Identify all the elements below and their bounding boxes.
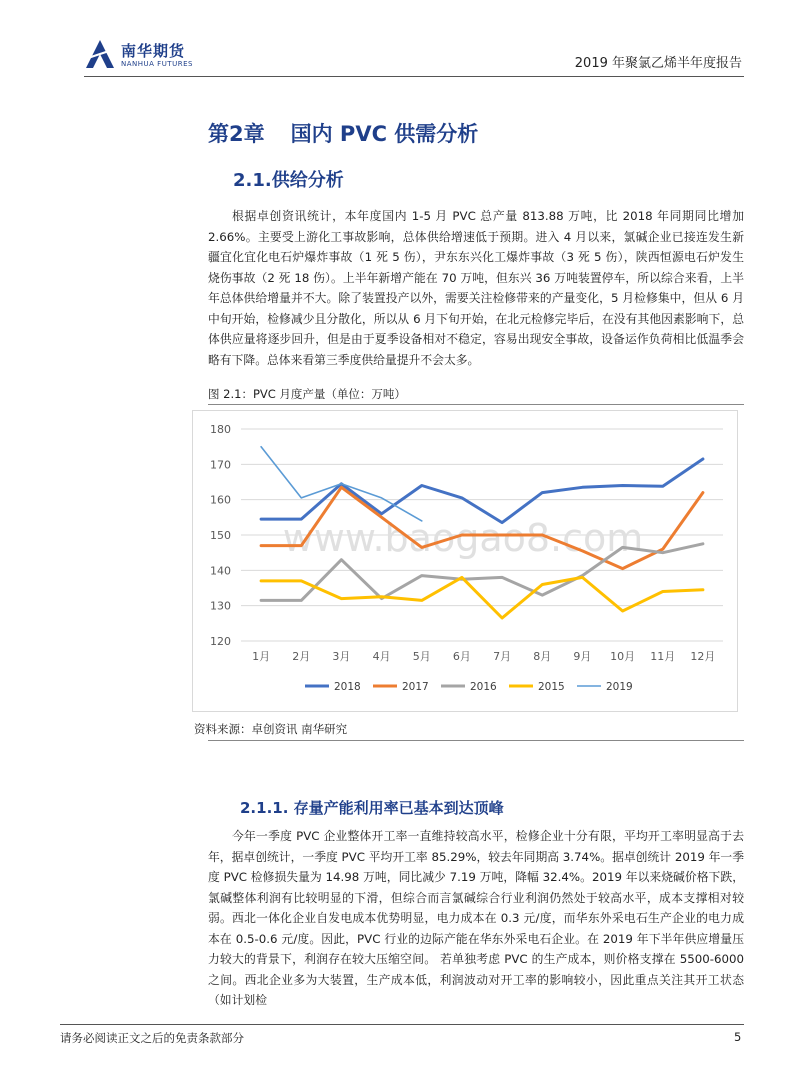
x-tick-label: 10月: [610, 650, 636, 663]
legend-label-2017: 2017: [402, 681, 429, 693]
series-line-2018: [261, 459, 703, 523]
subsection-heading: 2.1.1. 存量产能利用率已基本到达顶峰: [240, 799, 504, 817]
legend-label-2015: 2015: [538, 681, 565, 693]
series-line-2019: [261, 447, 422, 521]
footer-disclaimer: 请务必阅读正文之后的免责条款部分: [60, 1031, 244, 1045]
x-tick-label: 5月: [412, 650, 431, 663]
report-title: 2019 年聚氯乙烯半年度报告: [574, 56, 742, 71]
x-tick-label: 6月: [452, 650, 471, 663]
y-tick-label: 170: [210, 458, 231, 472]
chart-watermark: www.baogao8.com: [282, 516, 644, 560]
y-tick-label: 140: [210, 564, 231, 578]
chart-svg: [193, 411, 737, 711]
y-tick-label: 120: [210, 635, 231, 648]
footer-divider: [60, 1024, 744, 1025]
legend-label-2018: 2018: [334, 681, 361, 693]
chapter-title: 国内 PVC 供需分析: [290, 122, 479, 146]
paragraph-text: 根据卓创资讯统计，本年度国内 1-5 月 PVC 总产量 813.88 万吨，比 2018 年同期同比增加 2.66%。主要受上游化工事故影响，总体供给增速低于预期。进入 4 月以来，氯碱企业已接连发生新疆宜化宜化电石炉爆炸事故（1 死 5 伤），尹东东兴化工爆炸事故（3 死 5 伤），陕西恒源电石炉发生烧伤事故（2 死 18 伤）。上半年新增产能在 70 万吨，但东兴 36 万吨装置停车，所以综合来看，上半年总体供给增量并不大。除了装置投产以外，需要关注检修带来的产量变化，5 月检修集中，但从 6 月中旬开始，检修减少且分散化，所以从 6 月下旬开始，在北元检修完毕后，在没有其他因素影响下，总体供应量将逐步回升，但是由于夏季设备相对不稳定，容易出现安全事故，设备运作负荷相比低温季会略有下降。总体来看第三季度供给量提升不会太多。: [208, 209, 744, 367]
x-tick-label: 4月: [372, 650, 391, 663]
figure-bottom-rule: [208, 740, 744, 741]
x-tick-label: 8月: [533, 650, 552, 663]
page-number: 5: [734, 1030, 742, 1044]
nanhua-logo-icon: [84, 38, 116, 70]
figure-top-rule: [208, 404, 744, 405]
pvc-monthly-output-chart: [192, 410, 738, 712]
logo-chinese-name: 南华期货: [121, 42, 186, 60]
x-tick-label: 2月: [292, 650, 311, 663]
series-line-2015: [261, 577, 703, 618]
capacity-utilization-paragraph: [208, 826, 744, 1011]
figure-caption: 图 2.1：PVC 月度产量（单位：万吨）: [208, 387, 406, 401]
supply-analysis-paragraph: [208, 206, 744, 370]
y-tick-label: 130: [210, 599, 231, 613]
logo-english-name: NANHUA FUTURES: [121, 60, 193, 68]
x-tick-label: 9月: [573, 650, 592, 663]
section-heading: 2.1.供给分析: [233, 170, 344, 191]
paragraph-text: 今年一季度 PVC 企业整体开工率一直维持较高水平，检修企业十分有限，平均开工率明显高于去年，据卓创统计，一季度 PVC 平均开工率 85.29%，较去年同期高 3.74%。据卓创统计 2019 年一季度 PVC 检修损失量为 14.98 万吨，同比减少 7.19 万吨，降幅 32.4%。2019 年以来烧碱价格下跌，氯碱整体利润有比较明显的下滑，但综合而言氯碱综合行业利润仍然处于较高水平，成本支撑相对较弱。西北一体化企业自发电成本优势明显，电力成本在 0.3 元/度，而华东外采电石生产企业的电力成本在 0.5-0.6 元/度。因此，PVC 行业的边际产能在华东外采电石企业。在 2019 年下半年供应增量压力较大的背景下，利润存在较大压缩空间。 若单独考虑 PVC 的生产成本，则价格支撑在 5500-6000 之间。西北企业多为大装置，生产成本低，利润波动对开工率的影响较小，因此重点关注其开工状态（如计划检: [208, 829, 744, 1007]
x-tick-label: 11月: [650, 650, 676, 663]
company-logo: [84, 38, 204, 72]
legend-label-2016: 2016: [470, 681, 497, 693]
x-tick-label: 3月: [332, 650, 351, 663]
y-tick-label: 180: [210, 423, 231, 436]
x-tick-label: 1月: [252, 650, 271, 663]
header-divider: [84, 76, 744, 77]
figure-source: 资料来源：卓创资讯 南华研究: [194, 722, 348, 736]
y-tick-label: 150: [210, 529, 231, 542]
x-tick-label: 12月: [690, 650, 716, 663]
chapter-number: 第2章: [208, 122, 265, 146]
x-tick-label: 7月: [493, 650, 512, 663]
y-tick-label: 160: [210, 493, 231, 507]
chapter-heading: [208, 118, 478, 148]
legend-label-2019: 2019: [606, 681, 633, 693]
